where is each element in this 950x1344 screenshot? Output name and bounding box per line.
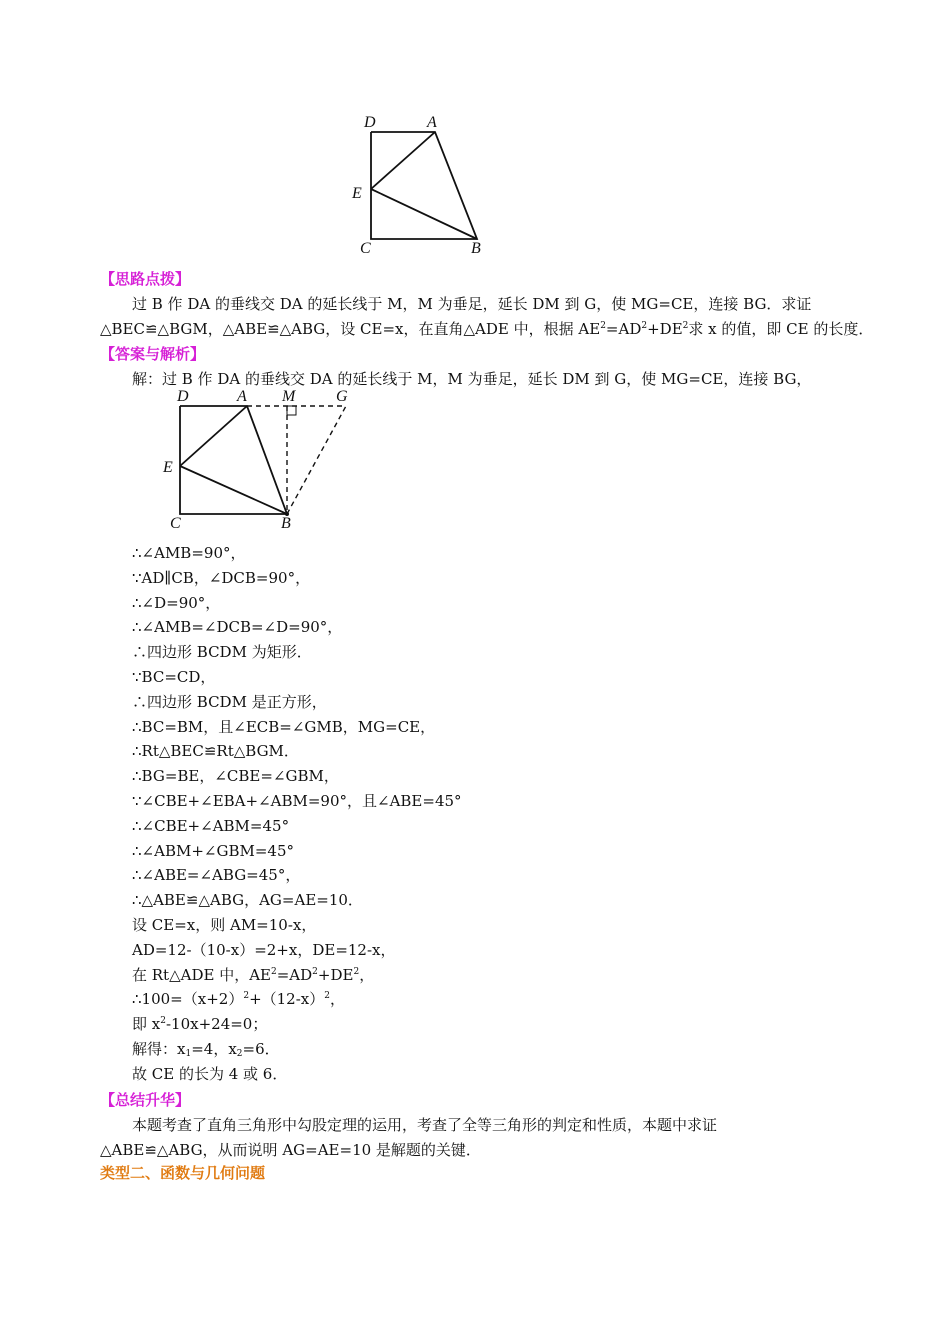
right-angle-mark — [287, 406, 296, 415]
proof-step-equation: $\therefore 100=(x+2)^2+(12-x)^2$， — [132, 990, 345, 1009]
proof-step-quadratic: 即 $x^2-10x+24=0$； — [132, 1015, 268, 1034]
proof-step: ∴∠ABM+∠GBM=45° — [132, 841, 294, 860]
figure2-dashed-lines — [247, 406, 346, 514]
thinking-line-2-text: △BEC≌△BGM，△ABE≌△ABG，设 CE=x，在直角△ADE 中，根据 $AE^2=AD^2+DE^2$求 x 的值，即 CE 的长度． — [100, 320, 874, 338]
proof-step: ∴∠ABE=∠ABG=45°， — [132, 866, 301, 885]
proof-step: 设 CE=x，则 AM=10-x， — [132, 915, 317, 934]
figure-trapezoid — [340, 108, 500, 260]
proof-step: ∴四边形 BCDM 是正方形， — [132, 692, 327, 711]
proof-step: ∴∠AMB=∠DCB=∠D=90°， — [132, 618, 343, 637]
label-E2: E — [163, 459, 173, 476]
thinking-line-2 — [100, 316, 874, 342]
summary-line-1: 本题考查了直角三角形中勾股定理的运用，考查了全等三角形的判定和性质，本题中求证 — [132, 1116, 718, 1134]
figure1-lines — [371, 132, 477, 239]
label-D2: D — [177, 388, 189, 405]
label-D: D — [364, 114, 376, 131]
heading-thinking: 【思路点拨】 — [100, 270, 191, 288]
heading-answer: 【答案与解析】 — [100, 345, 206, 363]
proof-step-solution: 解得：$x_1=4$，$x_2=6$． — [132, 1039, 280, 1059]
label-B2: B — [281, 515, 291, 532]
proof-step: ∴∠CBE+∠ABM=45° — [132, 816, 290, 835]
label-M2: M — [282, 388, 296, 405]
summary-line-2: △ABE≌△ABG，从而说明 AG=AE=10 是解题的关键． — [100, 1141, 481, 1159]
label-C: C — [360, 240, 371, 257]
proof-step: ∵∠CBE+∠EBA+∠ABM=90°，且∠ABE=45° — [132, 791, 462, 810]
proof-step: ∵BC=CD， — [132, 667, 216, 686]
figure2-solid-lines — [180, 406, 287, 514]
proof-step: ∴∠AMB=90°， — [132, 544, 246, 562]
label-B: B — [471, 240, 481, 257]
heading-summary: 【总结升华】 — [100, 1091, 191, 1109]
label-A2: A — [237, 388, 247, 405]
section-title-type-two: 类型二、函数与几何问题 — [100, 1164, 266, 1182]
proof-step-rt: 在 Rt△ADE 中，$AE^2=AD^2+DE^2$， — [132, 965, 375, 984]
proof-step: ∴△ABE≌△ABG，AG=AE=10． — [132, 891, 363, 910]
proof-step: ∴∠D=90°， — [132, 593, 221, 612]
proof-step-conclusion: 故 CE 的长为 4 或 6． — [132, 1064, 288, 1083]
proof-step: AD=12-（10-x）=2+x，DE=12-x， — [132, 940, 396, 959]
proof-step: ∴BC=BM，且∠ECB=∠GMB，MG=CE， — [132, 717, 436, 736]
proof-step: ∴四边形 BCDM 为矩形． — [132, 643, 312, 662]
proof-step: ∴BG=BE，∠CBE=∠GBM， — [132, 767, 339, 786]
label-A: A — [427, 114, 437, 131]
figure-square-construction — [160, 386, 360, 534]
answer-intro: 解：过 B 作 DA 的垂线交 DA 的延长线于 M，M 为垂足，延长 DM 到 G，使 MG=CE，连接 BG， — [132, 370, 812, 388]
proof-step: ∴Rt△BEC≌Rt△BGM． — [132, 742, 299, 761]
label-C2: C — [170, 515, 181, 532]
thinking-line-1: 过 B 作 DA 的垂线交 DA 的延长线于 M，M 为垂足，延长 DM 到 G，使 MG=CE，连接 BG．求证 — [132, 295, 812, 313]
proof-step: ∵AD∥CB，∠DCB=90°， — [132, 568, 311, 587]
label-E: E — [352, 185, 362, 202]
proof-steps — [132, 541, 462, 1087]
label-G2: G — [336, 388, 348, 405]
